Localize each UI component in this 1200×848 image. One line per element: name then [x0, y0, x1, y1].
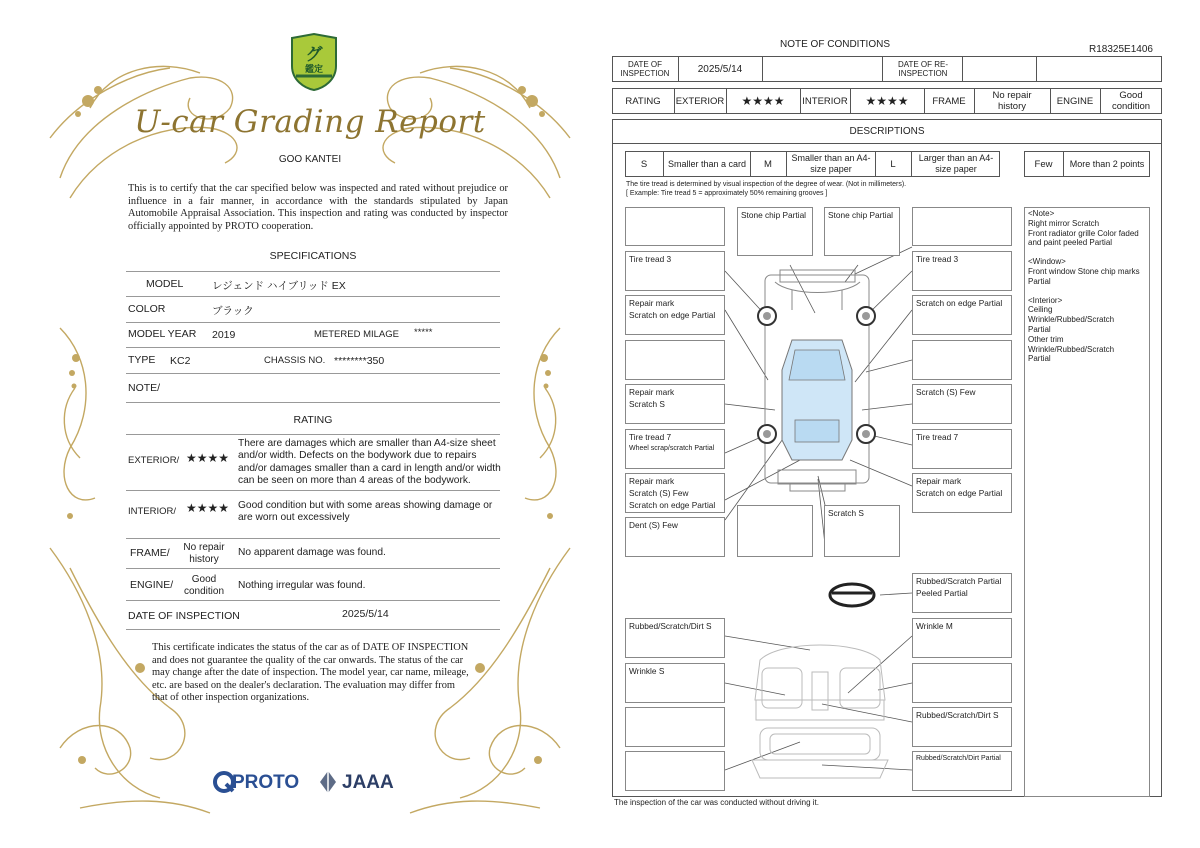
- label-box: Tire tread 7: [912, 429, 1012, 469]
- label-box: [625, 207, 725, 246]
- date-of-inspection-value: 2025/5/14: [697, 63, 743, 75]
- model-year-value: 2019: [212, 329, 236, 341]
- legend-m-desc: Smaller than an A4-size paper: [791, 153, 871, 174]
- exterior-label: EXTERIOR: [675, 95, 725, 107]
- color-label: COLOR: [128, 303, 166, 315]
- model-label: MODEL: [146, 278, 184, 290]
- color-value: ブラック: [212, 305, 254, 317]
- exterior-stars: ★★★★: [741, 93, 785, 108]
- label-box: [625, 707, 725, 747]
- exterior-description: There are damages which are smaller than A4-size sheet and/or width. Defects on the bodywork due to repairs and/or damages smaller than a card in length and/or width can be seen on more than 4 areas of the bodywork.: [238, 438, 501, 487]
- chassis-value: ********350: [334, 355, 385, 367]
- legend-s: S: [640, 158, 648, 170]
- rating-heading: RATING: [293, 414, 333, 426]
- model-value: レジェンド ハイブリッド EX: [212, 280, 346, 292]
- svg-text:鑑定: 鑑定: [304, 65, 324, 75]
- model-year-label: MODEL YEAR: [128, 328, 197, 340]
- engine-value: Good condition: [183, 574, 225, 597]
- legend-l: L: [890, 158, 896, 170]
- engine-label: ENGINE/: [130, 579, 174, 591]
- label-box: Rubbed/Scratch/Dirt S: [912, 707, 1012, 747]
- frame-label: FRAME: [932, 95, 966, 107]
- date-of-inspection-label: DATE OF INSPECTION: [620, 59, 670, 78]
- label-box: Stone chip Partial: [737, 207, 813, 256]
- label-box: Tire tread 3: [625, 251, 725, 291]
- label-box: Repair mark Scratch (S) Few Scratch on edge Partial: [625, 473, 725, 513]
- metered-mileage-label: METERED MILAGE: [314, 329, 399, 340]
- label-box: Scratch (S) Few: [912, 384, 1012, 424]
- date-of-inspection-label: DATE OF INSPECTION: [128, 610, 240, 622]
- exterior-stars: ★★★★: [186, 451, 230, 465]
- label-box: [912, 340, 1012, 380]
- label-box: Wrinkle M: [912, 618, 1012, 658]
- exterior-label: EXTERIOR/: [128, 455, 180, 466]
- frame-value: No repair history: [183, 542, 225, 565]
- rating-label: RATING: [625, 95, 661, 107]
- label-box: Tire tread 3: [912, 251, 1012, 291]
- engine-label: ENGINE: [1056, 95, 1094, 107]
- legend-m: M: [764, 158, 772, 170]
- interior-stars: ★★★★: [865, 93, 909, 108]
- label-box: Stone chip Partial: [824, 207, 900, 256]
- reference-number: R18325E1406: [1089, 43, 1153, 55]
- proto-logo-text: PROTO: [232, 772, 300, 793]
- label-box: Scratch on edge Partial: [912, 295, 1012, 335]
- label-box: [737, 505, 813, 557]
- svg-text:グ: グ: [305, 45, 323, 65]
- label-box: Rubbed/Scratch Partial Peeled Partial: [912, 573, 1012, 613]
- legend-l-desc: Larger than an A4-size paper: [918, 153, 994, 174]
- tire-tread-note: The tire tread is determined by visual inspection of the degree of wear. (Not in millimeters).: [626, 181, 907, 188]
- label-box: [625, 751, 725, 791]
- date-of-reinspection-label: DATE OF RE-INSPECTION: [897, 59, 949, 78]
- metered-mileage-value: *****: [414, 327, 433, 338]
- date-of-inspection-value: 2025/5/14: [342, 608, 389, 620]
- type-label: TYPE: [128, 354, 156, 366]
- label-box: Tire tread 7 Wheel scrap/scratch Partial: [625, 429, 725, 469]
- legend-few: Few: [1034, 158, 1053, 170]
- label-box: Rubbed/Scratch/Dirt Partial: [912, 751, 1012, 791]
- engine-value: Good condition: [1111, 90, 1151, 112]
- interior-label: INTERIOR: [802, 95, 848, 107]
- jaaa-logo-text: JAAA: [342, 772, 394, 793]
- legend-few-desc: More than 2 points: [1069, 158, 1145, 169]
- side-notes: <Note> Right mirror Scratch Front radiator grille Color faded and paint peeled Partial <Window> Front window Stone chip marks Partial <Interior> Ceiling Wrinkle/Rubbed/Scratch Partial Other trim Wrinkle/Rubbed/Scratch Partial: [1028, 209, 1140, 364]
- interior-description: Good condition but with some areas showing damage or are worn out excessively: [238, 500, 493, 524]
- label-box: [912, 207, 1012, 246]
- label-box: [912, 663, 1012, 703]
- label-box: Repair mark Scratch on edge Partial: [625, 295, 725, 335]
- type-value: KC2: [170, 355, 191, 367]
- report-subtitle: GOO KANTEI: [278, 154, 342, 165]
- bottom-note: The inspection of the car was conducted without driving it.: [614, 798, 819, 807]
- interior-stars: ★★★★: [186, 501, 230, 515]
- label-box: [625, 340, 725, 380]
- note-label: NOTE/: [128, 382, 161, 394]
- label-box: Dent (S) Few: [625, 517, 725, 557]
- label-box: Repair mark Scratch S: [625, 384, 725, 424]
- chassis-label: CHASSIS NO.: [264, 355, 326, 366]
- label-box: Repair mark Scratch on edge Partial: [912, 473, 1012, 513]
- legend-s-desc: Smaller than a card: [667, 158, 747, 169]
- descriptions-heading: DESCRIPTIONS: [849, 125, 925, 137]
- frame-label: FRAME/: [130, 547, 170, 559]
- notes-title: NOTE OF CONDITIONS: [780, 38, 890, 50]
- tire-tread-example: [ Example: Tire tread 5 = approximately 50% remaining grooves ]: [626, 190, 828, 197]
- intro-paragraph: This is to certify that the car specified below was inspected and rated without prejudice or influence in a fair manner, in accordance with the standards stipulated by Japan Automobile Appraisal Association. This inspection and rating was conducted by inspector officially appointed by PROTO cooperation.: [128, 183, 508, 232]
- label-box: Rubbed/Scratch/Dirt S: [625, 618, 725, 658]
- specifications-heading: SPECIFICATIONS: [269, 250, 357, 262]
- footer-paragraph: This certificate indicates the status of the car as of DATE OF INSPECTION and does not guarantee the quality of the car onwards. The status of the car may change after the date of inspection. The model year, car name, mileage, etc. are based on the dealer's declaration. The evaluation may differ from that of other inspection organizations.: [152, 642, 469, 703]
- frame-description: No apparent damage was found.: [238, 547, 386, 558]
- label-box: Scratch S: [824, 505, 900, 557]
- interior-label: INTERIOR/: [128, 506, 177, 517]
- engine-description: Nothing irregular was found.: [238, 580, 366, 591]
- label-box: Wrinkle S: [625, 663, 725, 703]
- report-title: U-car Grading Report: [134, 104, 486, 140]
- frame-value: No repair history: [992, 90, 1032, 112]
